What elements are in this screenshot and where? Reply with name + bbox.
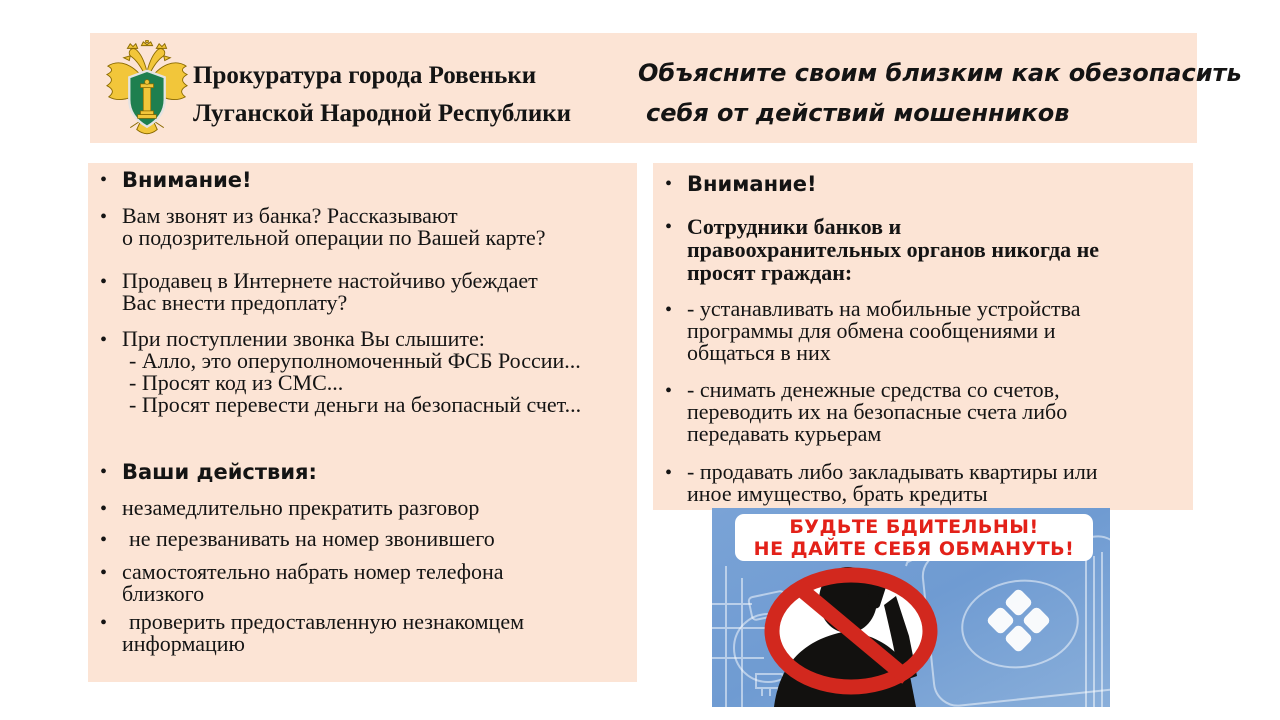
- slogan-line1: Объясните своим близким как обезопасить: [638, 59, 1242, 87]
- bullet-icon: [100, 561, 122, 584]
- banner-line2: НЕ ДАЙТЕ СЕБЯ ОБМАНУТЬ!: [753, 537, 1075, 560]
- org-name-line2: Луганской Народной Республики: [193, 100, 572, 127]
- item-text: - Просят код из СМС...: [129, 370, 344, 395]
- list-item: [100, 561, 629, 605]
- item-text: о подозрительной операции по Вашей карте?: [122, 225, 546, 250]
- header-bar: [90, 33, 1242, 143]
- right-title: Внимание!: [687, 172, 817, 196]
- bullet-icon: [100, 460, 122, 483]
- item-text: информацию: [122, 631, 245, 656]
- bullet-icon: [100, 611, 122, 634]
- item-text: проверить предоставленную незнакомцем: [129, 609, 525, 634]
- item-text: программы для обмена сообщениями и: [687, 318, 1056, 343]
- list-item: [665, 461, 1187, 505]
- list-item: [100, 528, 629, 551]
- item-text: близкого: [122, 581, 205, 606]
- warning-image: [712, 508, 1110, 707]
- list-item: [665, 298, 1187, 364]
- bullet-icon: [100, 328, 122, 351]
- left-panel: [88, 163, 637, 682]
- right-lead-item: [665, 215, 1187, 284]
- item-text: переводить их на безопасные счета либо: [687, 399, 1068, 424]
- item-text: - снимать денежные средства со счетов,: [687, 377, 1060, 402]
- bullet-icon: [100, 270, 122, 293]
- bullet-icon: [100, 205, 122, 228]
- item-text: - Алло, это оперуполномоченный ФСБ России...: [129, 348, 581, 373]
- lead-text: Сотрудники банков и: [687, 214, 902, 239]
- left-title2-item: [100, 460, 629, 484]
- bullet-icon: [665, 172, 687, 195]
- bullet-icon: [665, 298, 687, 321]
- item-text: - Просят перевести деньги на безопасный счет...: [129, 392, 582, 417]
- bullet-icon: [665, 379, 687, 402]
- left-title: Внимание!: [122, 168, 252, 192]
- list-item: [100, 497, 629, 520]
- item-text: Продавец в Интернете настойчиво убеждает: [122, 268, 538, 293]
- org-name: [193, 57, 571, 133]
- list-item: [665, 379, 1187, 445]
- item-text: Вас внести предоплату?: [122, 290, 348, 315]
- item-text: - устанавливать на мобильные устройства: [687, 296, 1081, 321]
- item-text: - продавать либо закладывать квартиры или: [687, 459, 1098, 484]
- header-slogan: [638, 53, 1242, 133]
- banner-line1: БУДЬТЕ БДИТЕЛЬНЫ!: [789, 515, 1039, 538]
- item-text: не перезванивать на номер звонившего: [129, 526, 495, 551]
- item-text: Вам звонят из банка? Рассказывают: [122, 203, 458, 228]
- list-item: [100, 270, 629, 314]
- item-text: общаться в них: [687, 340, 831, 365]
- bullet-icon: [665, 215, 687, 238]
- item-text: самостоятельно набрать номер телефона: [122, 559, 504, 584]
- list-item: [100, 328, 629, 416]
- item-text: При поступлении звонка Вы слышите:: [122, 326, 485, 351]
- right-title-item: [665, 172, 1187, 196]
- org-name-line1: Прокуратура города Ровеньки: [193, 62, 537, 89]
- item-text: передавать курьерам: [687, 421, 882, 446]
- lead-text: правоохранительных органов никогда не: [687, 237, 1100, 262]
- item-text: незамедлительно прекратить разговор: [122, 495, 480, 520]
- slogan-line2: себя от действий мошенников: [646, 99, 1070, 127]
- bullet-icon: [665, 461, 687, 484]
- list-item: [100, 205, 629, 249]
- bullet-icon: [100, 168, 122, 191]
- right-panel: [653, 163, 1193, 510]
- left-title-item: [100, 168, 629, 192]
- item-text: иное имущество, брать кредиты: [687, 481, 988, 506]
- bullet-icon: [100, 497, 122, 520]
- vigilance-banner: [735, 514, 1093, 561]
- left-title2: Ваши действия:: [122, 460, 317, 484]
- bullet-icon: [100, 528, 122, 551]
- list-item: [100, 611, 629, 655]
- lead-text: просят граждан:: [687, 260, 853, 285]
- prosecutor-eagle-emblem-icon: [102, 40, 192, 137]
